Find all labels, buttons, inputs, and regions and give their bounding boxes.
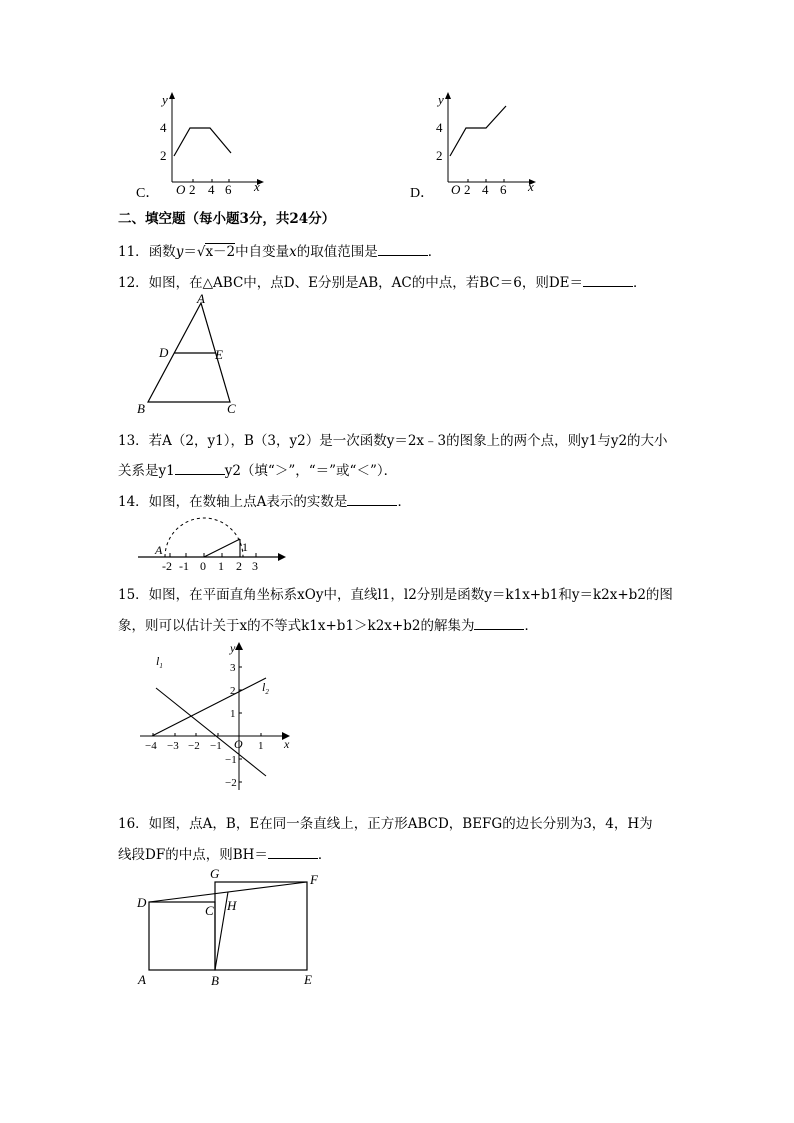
graph-option-d [410, 88, 550, 200]
graph-d-x-label: x [528, 179, 534, 194]
option-d-label: D． [410, 186, 435, 201]
q14-number-line-svg [134, 513, 290, 575]
q14-tick-m2: -2 [162, 559, 172, 573]
q16-answer-blank [268, 846, 318, 859]
q15-xtick-1: 1 [258, 740, 264, 752]
q15-coordinate-svg [134, 636, 300, 796]
q15-coordinate-figure [134, 636, 300, 796]
q15-ytick-m2: −2 [225, 777, 237, 789]
graph-c-plot [136, 88, 276, 200]
q12-label-d: D [159, 345, 169, 360]
q16-label-b: B [211, 973, 219, 988]
q11-num: 11． [118, 244, 149, 260]
q15-y-label: y [230, 641, 236, 655]
question-13-line1: 13．若A（2，y1），B（3，y2）是一次函数y＝2x﹣3的图象上的两个点，则y1与y2的大小 [118, 433, 668, 449]
q11-end: ． [427, 244, 442, 260]
q15-line2-pre: 象，则可以估计关于x的不等式k1x+b1＞k2x+b2的解集为 [118, 618, 475, 634]
question-12 [118, 271, 647, 291]
question-16-line1: 16．如图，点A，B，E在同一条直线上，正方形ABCD，BEFG的边长分别为3，4，H为 [118, 816, 653, 832]
q15-l1-label: $l_1$ [156, 654, 163, 670]
q12-text: 12．如图，在△ABC中，点D、E分别是AB，AC的中点，若BC＝6，则DE＝ [118, 275, 584, 291]
q12-label-b: B [137, 401, 145, 415]
q12-triangle-figure [134, 293, 244, 415]
q15-answer-blank [474, 617, 524, 630]
q14-number-line-figure [134, 513, 290, 575]
q13-line2-pre: 关系是y1 [118, 463, 175, 479]
q14-point-a: A [155, 543, 163, 557]
graph-d-origin: O [451, 182, 461, 197]
q14-tick-3: 3 [252, 559, 258, 573]
q12-triangle-svg [134, 293, 244, 415]
graph-d-ytick-4: 4 [436, 120, 443, 135]
q15-xtick-m1: −1 [210, 740, 222, 752]
question-15-line1: 15．如图，在平面直角坐标系xOy中，直线l1，l2分别是函数y＝k1x+b1和y＝k2x+b2的图 [118, 587, 673, 603]
q15-ytick-m1: −1 [225, 754, 237, 766]
q16-label-c: C [205, 903, 214, 918]
q16-label-h: H [227, 898, 237, 913]
q11-eq: ＝ [183, 244, 197, 260]
question-13-line2 [118, 459, 397, 479]
q16-squares-figure [134, 864, 326, 990]
q12-label-c: C [227, 401, 236, 415]
q16-label-f: F [310, 872, 318, 887]
section-heading: 二、填空题（每小题3分，共24分） [118, 211, 336, 227]
q14-end: ． [397, 494, 411, 510]
q16-line2-pre: 线段DF的中点，则BH＝ [118, 847, 268, 863]
q16-label-a: A [138, 972, 146, 987]
q11-y: y [175, 244, 184, 260]
q15-x-label: x [284, 737, 290, 751]
q14-text: 14．如图，在数轴上点A表示的实数是 [118, 494, 348, 510]
q11-sqrt-icon: √ [196, 244, 206, 260]
q11-x: x [289, 244, 297, 260]
graph-c-xtick-4: 4 [208, 182, 215, 197]
q15-xtick-m3: −3 [167, 740, 179, 752]
q11-answer-blank [378, 243, 428, 256]
q15-xtick-m2: −2 [188, 740, 200, 752]
q14-answer-blank [347, 493, 397, 506]
q11-pre: 函数 [148, 244, 176, 260]
graph-c-y-label: y [162, 92, 168, 107]
question-11 [118, 240, 441, 260]
q15-xtick-m4: −4 [145, 740, 157, 752]
graph-c-ytick-2: 2 [160, 148, 167, 163]
graph-c-origin: O [176, 182, 186, 197]
graph-d-ytick-2: 2 [436, 148, 443, 163]
q14-tick-2: 2 [236, 559, 242, 573]
q15-l2-label: $l_2$ [262, 680, 269, 696]
graph-d-plot [410, 88, 550, 200]
graph-c-xtick-2: 2 [189, 182, 196, 197]
q15-ytick-3: 3 [230, 662, 236, 674]
q11-post2: 的取值范围是 [296, 244, 378, 260]
q15-ytick-1: 1 [230, 708, 236, 720]
graph-d-xtick-2: 2 [464, 182, 471, 197]
q12-answer-blank [583, 274, 633, 287]
graph-d-y-label: y [438, 92, 444, 107]
graph-d-xtick-6: 6 [500, 182, 507, 197]
graph-d-xtick-4: 4 [482, 182, 489, 197]
question-14 [118, 490, 411, 510]
q14-tick-m1: -1 [179, 559, 189, 573]
q16-label-d: D [137, 895, 147, 910]
q16-label-g: G [210, 866, 220, 881]
graph-option-c [136, 88, 276, 200]
question-15-line2 [118, 614, 538, 634]
q14-one-label: 1 [242, 540, 248, 554]
graph-c-ytick-4: 4 [160, 120, 167, 135]
q16-end: ． [317, 847, 332, 863]
graph-c-xtick-6: 6 [225, 182, 232, 197]
q11-radicand: x－2 [205, 244, 236, 260]
q15-ytick-2: 2 [230, 685, 236, 697]
q12-label-e: E [215, 347, 223, 362]
question-16-line2 [118, 843, 331, 863]
q14-tick-0: 0 [200, 559, 206, 573]
q13-line2-post: y2（填“＞”，“＝”或“＜”）． [224, 463, 398, 479]
graph-c-x-label: x [254, 179, 260, 194]
q11-post: 中自变量 [235, 244, 290, 260]
q12-end: ． [633, 275, 647, 291]
q14-tick-1: 1 [218, 559, 224, 573]
q13-answer-blank [175, 462, 225, 475]
option-c-label: C． [136, 186, 160, 201]
q16-label-e: E [304, 972, 312, 987]
q12-label-a: A [197, 293, 205, 306]
q16-squares-svg [134, 864, 326, 990]
q15-origin: O [234, 737, 243, 751]
q15-end: ． [524, 618, 538, 634]
